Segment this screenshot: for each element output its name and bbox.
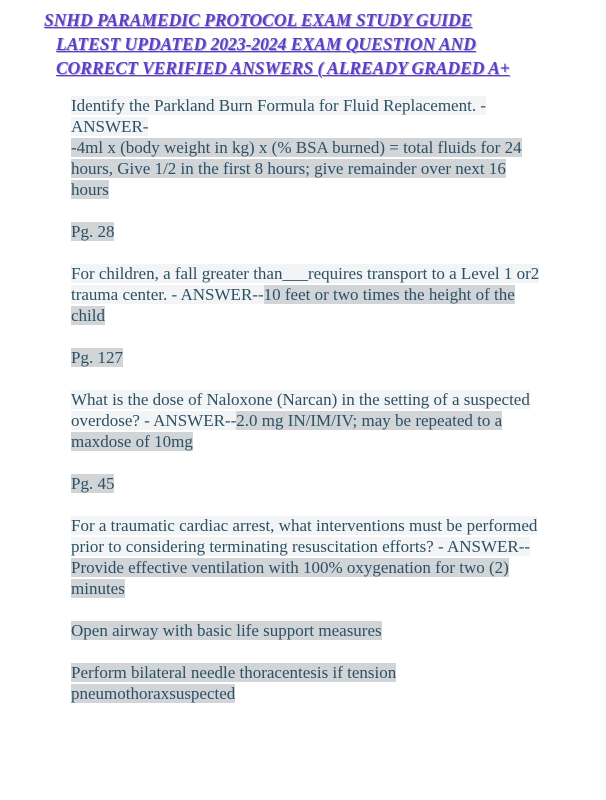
answer-text: 2.0 mg IN/IM/IV; may be repeated to a maxdose of 10mg <box>71 411 503 451</box>
qa-block <box>71 389 541 452</box>
page-ref-text: Pg. 28 <box>71 222 115 241</box>
document-body <box>71 95 541 725</box>
document-title <box>44 8 604 80</box>
qa-block <box>71 515 541 599</box>
title-line-1: SNHD PARAMEDIC PROTOCOL EXAM STUDY GUIDE <box>44 10 473 30</box>
question-text: Identify the Parkland Burn Formula for Fluid Replacement. - ANSWER- <box>71 96 486 136</box>
page-reference <box>71 347 541 368</box>
answer-item-text: Perform bilateral needle thoracentesis if tension pneumothoraxsuspected <box>71 663 397 703</box>
answer-text: -4ml x (body weight in kg) x (% BSA burned) = total fluids for 24 hours, Give 1/2 in the first 8 hours; give remainder over next 16 hours <box>71 138 522 199</box>
answer-item <box>71 620 541 641</box>
qa-block <box>71 263 541 326</box>
answer-text: 10 feet or two times the height of the child <box>71 285 515 325</box>
qa-block <box>71 95 541 200</box>
page-reference <box>71 221 541 242</box>
answer-item <box>71 662 541 704</box>
page-ref-text: Pg. 127 <box>71 348 123 367</box>
question-text: For children, a fall greater than___requires transport to a Level 1 or2 trauma center. - ANSWER-- <box>71 264 540 304</box>
question-text: What is the dose of Naloxone (Narcan) in the setting of a suspected overdose? - ANSWER-- <box>71 390 530 430</box>
title-line-2: LATEST UPDATED 2023-2024 EXAM QUESTION AND <box>56 34 476 54</box>
question-text: For a traumatic cardiac arrest, what interventions must be performed prior to considering terminating resuscitation efforts? - ANSWER-- <box>71 516 538 556</box>
page-ref-text: Pg. 45 <box>71 474 115 493</box>
answer-item-text: Open airway with basic life support measures <box>71 621 382 640</box>
title-line-3: CORRECT VERIFIED ANSWERS ( ALREADY GRADED A+ <box>56 58 510 78</box>
answer-text: Provide effective ventilation with 100% oxygenation for two (2) minutes <box>71 558 509 598</box>
page-reference <box>71 473 541 494</box>
